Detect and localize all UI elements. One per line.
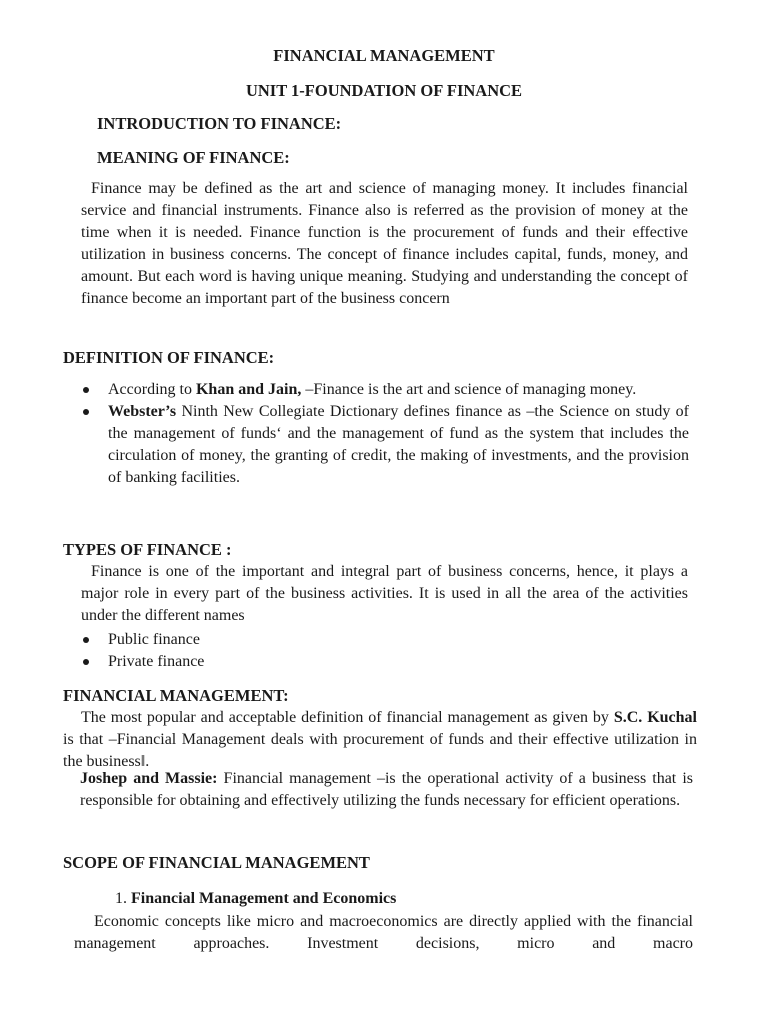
scope-paragraph: Economic concepts like micro and macroeconomics are directly applied with the financial management approaches. Investment decisions, micro and macro bbox=[74, 913, 693, 952]
bullet-icon bbox=[83, 387, 89, 393]
meaning-paragraph: Finance may be defined as the art and science of managing money. It includes financial service and financial instruments. Finance also is referred as the provision of money at the time when it is needed. Finance function is the procurement of funds and their effective utilization in business concerns. The concept of finance includes capital, funds, money, and amount. But each word is having unique meaning. Studying and understanding the concept of finance become an important part of the business concern bbox=[81, 180, 688, 307]
bullet-icon bbox=[83, 659, 89, 665]
unit-title: UNIT 1-FOUNDATION OF FINANCE bbox=[245, 81, 523, 100]
types-list bbox=[80, 629, 480, 673]
fm-heading: FINANCIAL MANAGEMENT: bbox=[63, 686, 289, 705]
definition-heading: DEFINITION OF FINANCE: bbox=[63, 348, 275, 367]
bullet-icon bbox=[83, 409, 89, 415]
list-item: Private finance bbox=[80, 651, 480, 673]
document-title: FINANCIAL MANAGEMENT bbox=[273, 46, 495, 65]
bullet-icon bbox=[83, 637, 89, 643]
scope-item-1: 1. Financial Management and Economics bbox=[115, 890, 397, 907]
meaning-heading: MEANING OF FINANCE: bbox=[97, 148, 290, 167]
fm-definition-kuchal: The most popular and acceptable definition of financial management as given by S.C. Kuchal is that –Financial Management deals with procurement of funds and their effective utilization in the business‖. bbox=[63, 709, 698, 770]
types-heading: TYPES OF FINANCE : bbox=[63, 540, 232, 559]
scope-heading: SCOPE OF FINANCIAL MANAGEMENT bbox=[63, 853, 370, 872]
list-item: Public finance bbox=[80, 629, 480, 651]
fm-definition-joshep-massie: Joshep and Massie: Financial management –is the operational activity of a business that is responsible for obtaining and effectively utilizing the funds necessary for efficient operations. bbox=[80, 770, 693, 809]
list-item: Webster’s Ninth New Collegiate Dictionary defines finance as –the Science on study of the management of funds‘ and the management of fund as the system that includes the circulation of money, the granting of credit, the making of investments, and the provision of banking facilities. bbox=[80, 401, 689, 489]
list-item: According to Khan and Jain, –Finance is the art and science of managing money. bbox=[80, 379, 689, 401]
intro-heading: INTRODUCTION TO FINANCE: bbox=[97, 114, 342, 133]
types-paragraph: Finance is one of the important and integral part of business concerns, hence, it plays a major role in every part of the business activities. It is used in all the area of the activities under the different names bbox=[81, 563, 688, 624]
definition-list bbox=[80, 379, 689, 489]
